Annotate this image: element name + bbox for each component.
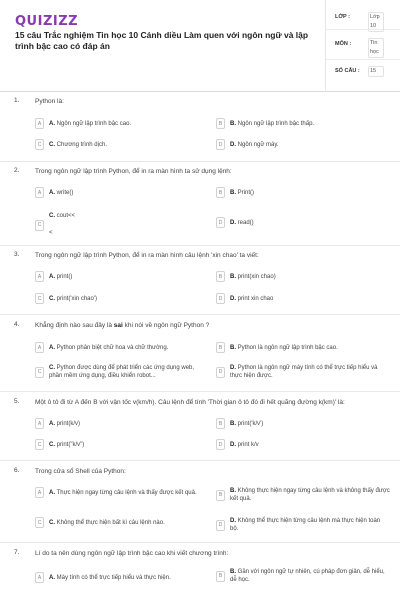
option-letter: C.	[49, 519, 55, 526]
quizizz-logo[interactable]: QUIZIZZ	[15, 14, 79, 29]
option-letter: B.	[230, 273, 236, 280]
question-divider	[0, 391, 400, 392]
option-text: Python là ngôn ngữ lập trình bậc cao.	[237, 344, 338, 351]
option-letter: D.	[230, 518, 236, 524]
option-d[interactable]	[216, 139, 279, 150]
question-divider	[0, 460, 400, 461]
meta-label-count: SỐ CÂU :	[335, 68, 360, 74]
question-number: 7.	[14, 549, 20, 556]
option-letter: D.	[230, 441, 236, 448]
meta-value-subject: Tin học	[368, 38, 384, 58]
option-letter: D.	[230, 295, 236, 302]
option-d[interactable]	[216, 517, 390, 533]
option-letter: A.	[49, 489, 55, 496]
option-letter: C.	[49, 295, 55, 302]
option-text: print("k/v")	[56, 441, 85, 448]
option-text: Python là ngôn ngữ máy tính có thể trực tiếp hiểu và thực hiện được.	[230, 365, 378, 379]
option-text: Chương trình dịch.	[56, 141, 107, 148]
option-box[interactable]: D	[216, 367, 225, 378]
question-text: Trong ngôn ngữ lập trình Python, để in ra màn hình ta sử dụng lệnh:	[35, 168, 232, 175]
question-text: Python là:	[35, 98, 64, 105]
option-letter: C.	[49, 365, 55, 371]
meta-row-grade	[326, 0, 400, 30]
option-box[interactable]: C	[35, 220, 44, 231]
meta-value-count: 15	[368, 66, 384, 77]
option-letter: B.	[230, 488, 236, 494]
option-box[interactable]: A	[35, 572, 44, 583]
option-letter: A.	[49, 574, 55, 581]
option-box[interactable]: C	[35, 367, 44, 378]
option-a[interactable]	[35, 487, 199, 498]
question-divider	[0, 542, 400, 543]
option-b[interactable]	[216, 487, 390, 503]
option-a[interactable]	[35, 572, 171, 583]
option-letter: B.	[230, 420, 236, 427]
question-text: Trong ngôn ngữ lập trình Python, để in ra màn hình câu lệnh 'xin chao' ta viết:	[35, 252, 259, 259]
option-box[interactable]: B	[216, 342, 225, 353]
question-6	[0, 467, 400, 541]
option-text: Không thực hiện ngay từng câu lệnh và không thấy được kết quả.	[230, 488, 390, 502]
option-box[interactable]: C	[35, 439, 44, 450]
question-number: 1.	[14, 97, 20, 104]
option-letter: A.	[49, 273, 55, 280]
option-a[interactable]	[35, 342, 168, 353]
option-letter: C.	[49, 441, 55, 448]
option-letter: B.	[230, 344, 236, 351]
option-c[interactable]	[35, 439, 84, 450]
question-4	[0, 321, 400, 389]
meta-row-subject	[326, 30, 400, 60]
option-letter: B.	[230, 569, 236, 575]
option-box[interactable]: A	[35, 271, 44, 282]
option-text: Gần với ngôn ngữ tự nhiên, cú pháp đơn giản, dễ hiểu, dễ học.	[230, 569, 385, 583]
option-letter: D.	[230, 219, 236, 226]
option-a[interactable]	[35, 418, 80, 429]
question-text: Khẳng định nào sau đây là sai khi nói về ngôn ngữ Python ?	[35, 322, 210, 329]
option-text: cout<<	[56, 213, 76, 219]
option-text: print('xin chao')	[56, 295, 97, 302]
option-letter: A.	[49, 189, 55, 196]
option-c[interactable]	[35, 293, 97, 304]
option-b[interactable]	[216, 418, 263, 429]
option-c[interactable]	[35, 139, 107, 150]
option-a[interactable]	[35, 187, 73, 198]
option-box[interactable]: D	[216, 139, 225, 150]
option-box[interactable]: A	[35, 418, 44, 429]
question-number: 3.	[14, 251, 20, 258]
option-box[interactable]: C	[35, 139, 44, 150]
question-text: Lí do ta nên dùng ngôn ngữ lập trình bậc cao khi viết chương trình:	[35, 550, 229, 557]
option-d[interactable]	[216, 364, 390, 380]
option-letter: A.	[49, 120, 55, 127]
option-letter: A.	[49, 344, 55, 351]
option-text: write()	[56, 189, 74, 196]
option-text: print(xin chao)	[237, 273, 276, 280]
question-number: 2.	[14, 167, 20, 174]
option-box[interactable]: A	[35, 487, 44, 498]
meta-label-grade: LỚP :	[335, 14, 350, 20]
option-text-extra: <	[49, 230, 53, 236]
option-letter: B.	[230, 189, 236, 196]
option-b[interactable]	[216, 271, 276, 282]
option-c[interactable]	[35, 364, 199, 380]
option-a[interactable]	[35, 271, 72, 282]
option-text: Python phân biệt chữ hoa và chữ thường.	[56, 344, 169, 351]
option-text: print k/v	[237, 441, 259, 448]
option-text: read()	[237, 219, 254, 226]
option-c[interactable]	[35, 208, 75, 242]
question-divider	[0, 314, 400, 315]
option-b[interactable]	[216, 568, 390, 584]
option-box[interactable]: D	[216, 217, 225, 228]
meta-row-count	[326, 60, 400, 92]
option-box[interactable]: C	[35, 293, 44, 304]
option-d[interactable]	[216, 293, 273, 304]
option-b[interactable]	[216, 187, 254, 198]
option-text: Ngôn ngữ máy.	[237, 141, 279, 148]
option-box[interactable]: B	[216, 490, 225, 501]
question-divider	[0, 161, 400, 162]
option-b[interactable]	[216, 118, 314, 129]
option-letter: C.	[49, 213, 55, 219]
option-text: Python được dùng để phát triển các ứng dụng web, phần mềm ứng dụng, điều khiển robot...	[49, 365, 195, 379]
question-5	[0, 398, 400, 460]
option-text: Máy tính có thể trực tiếp hiểu và thực hiện.	[56, 574, 171, 581]
option-box[interactable]: B	[216, 418, 225, 429]
option-text: Ngôn ngữ lập trình bậc thấp.	[237, 120, 315, 127]
option-text: Print()	[237, 189, 255, 196]
option-letter: A.	[49, 420, 55, 427]
question-1	[0, 97, 400, 159]
option-text: print()	[56, 273, 73, 280]
option-box[interactable]: B	[216, 187, 225, 198]
option-letter: D.	[230, 141, 236, 148]
option-text: Ngôn ngữ lập trình bậc cao.	[56, 120, 132, 127]
emphasis-word: sai	[113, 322, 123, 329]
option-d[interactable]	[216, 439, 259, 450]
option-box[interactable]: B	[216, 271, 225, 282]
option-d[interactable]	[216, 217, 254, 228]
option-a[interactable]	[35, 118, 131, 129]
option-text: print(k/v)	[56, 420, 81, 427]
option-box[interactable]: A	[35, 342, 44, 353]
question-3	[0, 251, 400, 313]
worksheet-title: 15 câu Trắc nghiệm Tin học 10 Cánh diều Làm quen với ngôn ngữ và lập trình bậc cao có đáp án	[15, 30, 309, 51]
meta-panel	[325, 0, 400, 92]
question-number: 5.	[14, 398, 20, 405]
option-text: print('k/v')	[237, 420, 264, 427]
option-text: Không thể thực hiện từng câu lệnh mà thực hiện toàn bộ.	[230, 518, 381, 532]
option-text: print xin chao	[237, 295, 274, 302]
question-divider	[0, 245, 400, 246]
option-letter: C.	[49, 141, 55, 148]
option-letter: B.	[230, 120, 236, 127]
option-b[interactable]	[216, 342, 338, 353]
option-box[interactable]: B	[216, 118, 225, 129]
question-text: Trong cửa sổ Shell của Python:	[35, 468, 126, 475]
option-box[interactable]: A	[35, 187, 44, 198]
option-text: Thực hiện ngay từng câu lệnh và thấy được kết quả.	[56, 489, 197, 496]
option-box[interactable]: D	[216, 439, 225, 450]
option-letter: D.	[230, 365, 236, 371]
worksheet-header	[0, 0, 400, 92]
meta-value-grade: Lớp 10	[368, 12, 384, 32]
question-2	[0, 167, 400, 247]
option-box[interactable]: C	[35, 517, 44, 528]
meta-label-subject: MÔN :	[335, 41, 352, 47]
option-c[interactable]	[35, 517, 165, 528]
option-box[interactable]: A	[35, 118, 44, 129]
option-box[interactable]: D	[216, 520, 225, 531]
question-number: 6.	[14, 467, 20, 474]
option-box[interactable]: D	[216, 293, 225, 304]
option-box[interactable]: B	[216, 571, 225, 582]
option-text: Không thể thực hiện bất kì câu lệnh nào.	[56, 519, 165, 526]
question-number: 4.	[14, 321, 20, 328]
question-text: Một ô tô đi từ A đến B với vận tốc v(km/h). Câu lệnh để tính 'Thời gian ô tô đó đi hết quãng đường k(km)' là:	[35, 399, 345, 406]
question-7	[0, 549, 400, 600]
